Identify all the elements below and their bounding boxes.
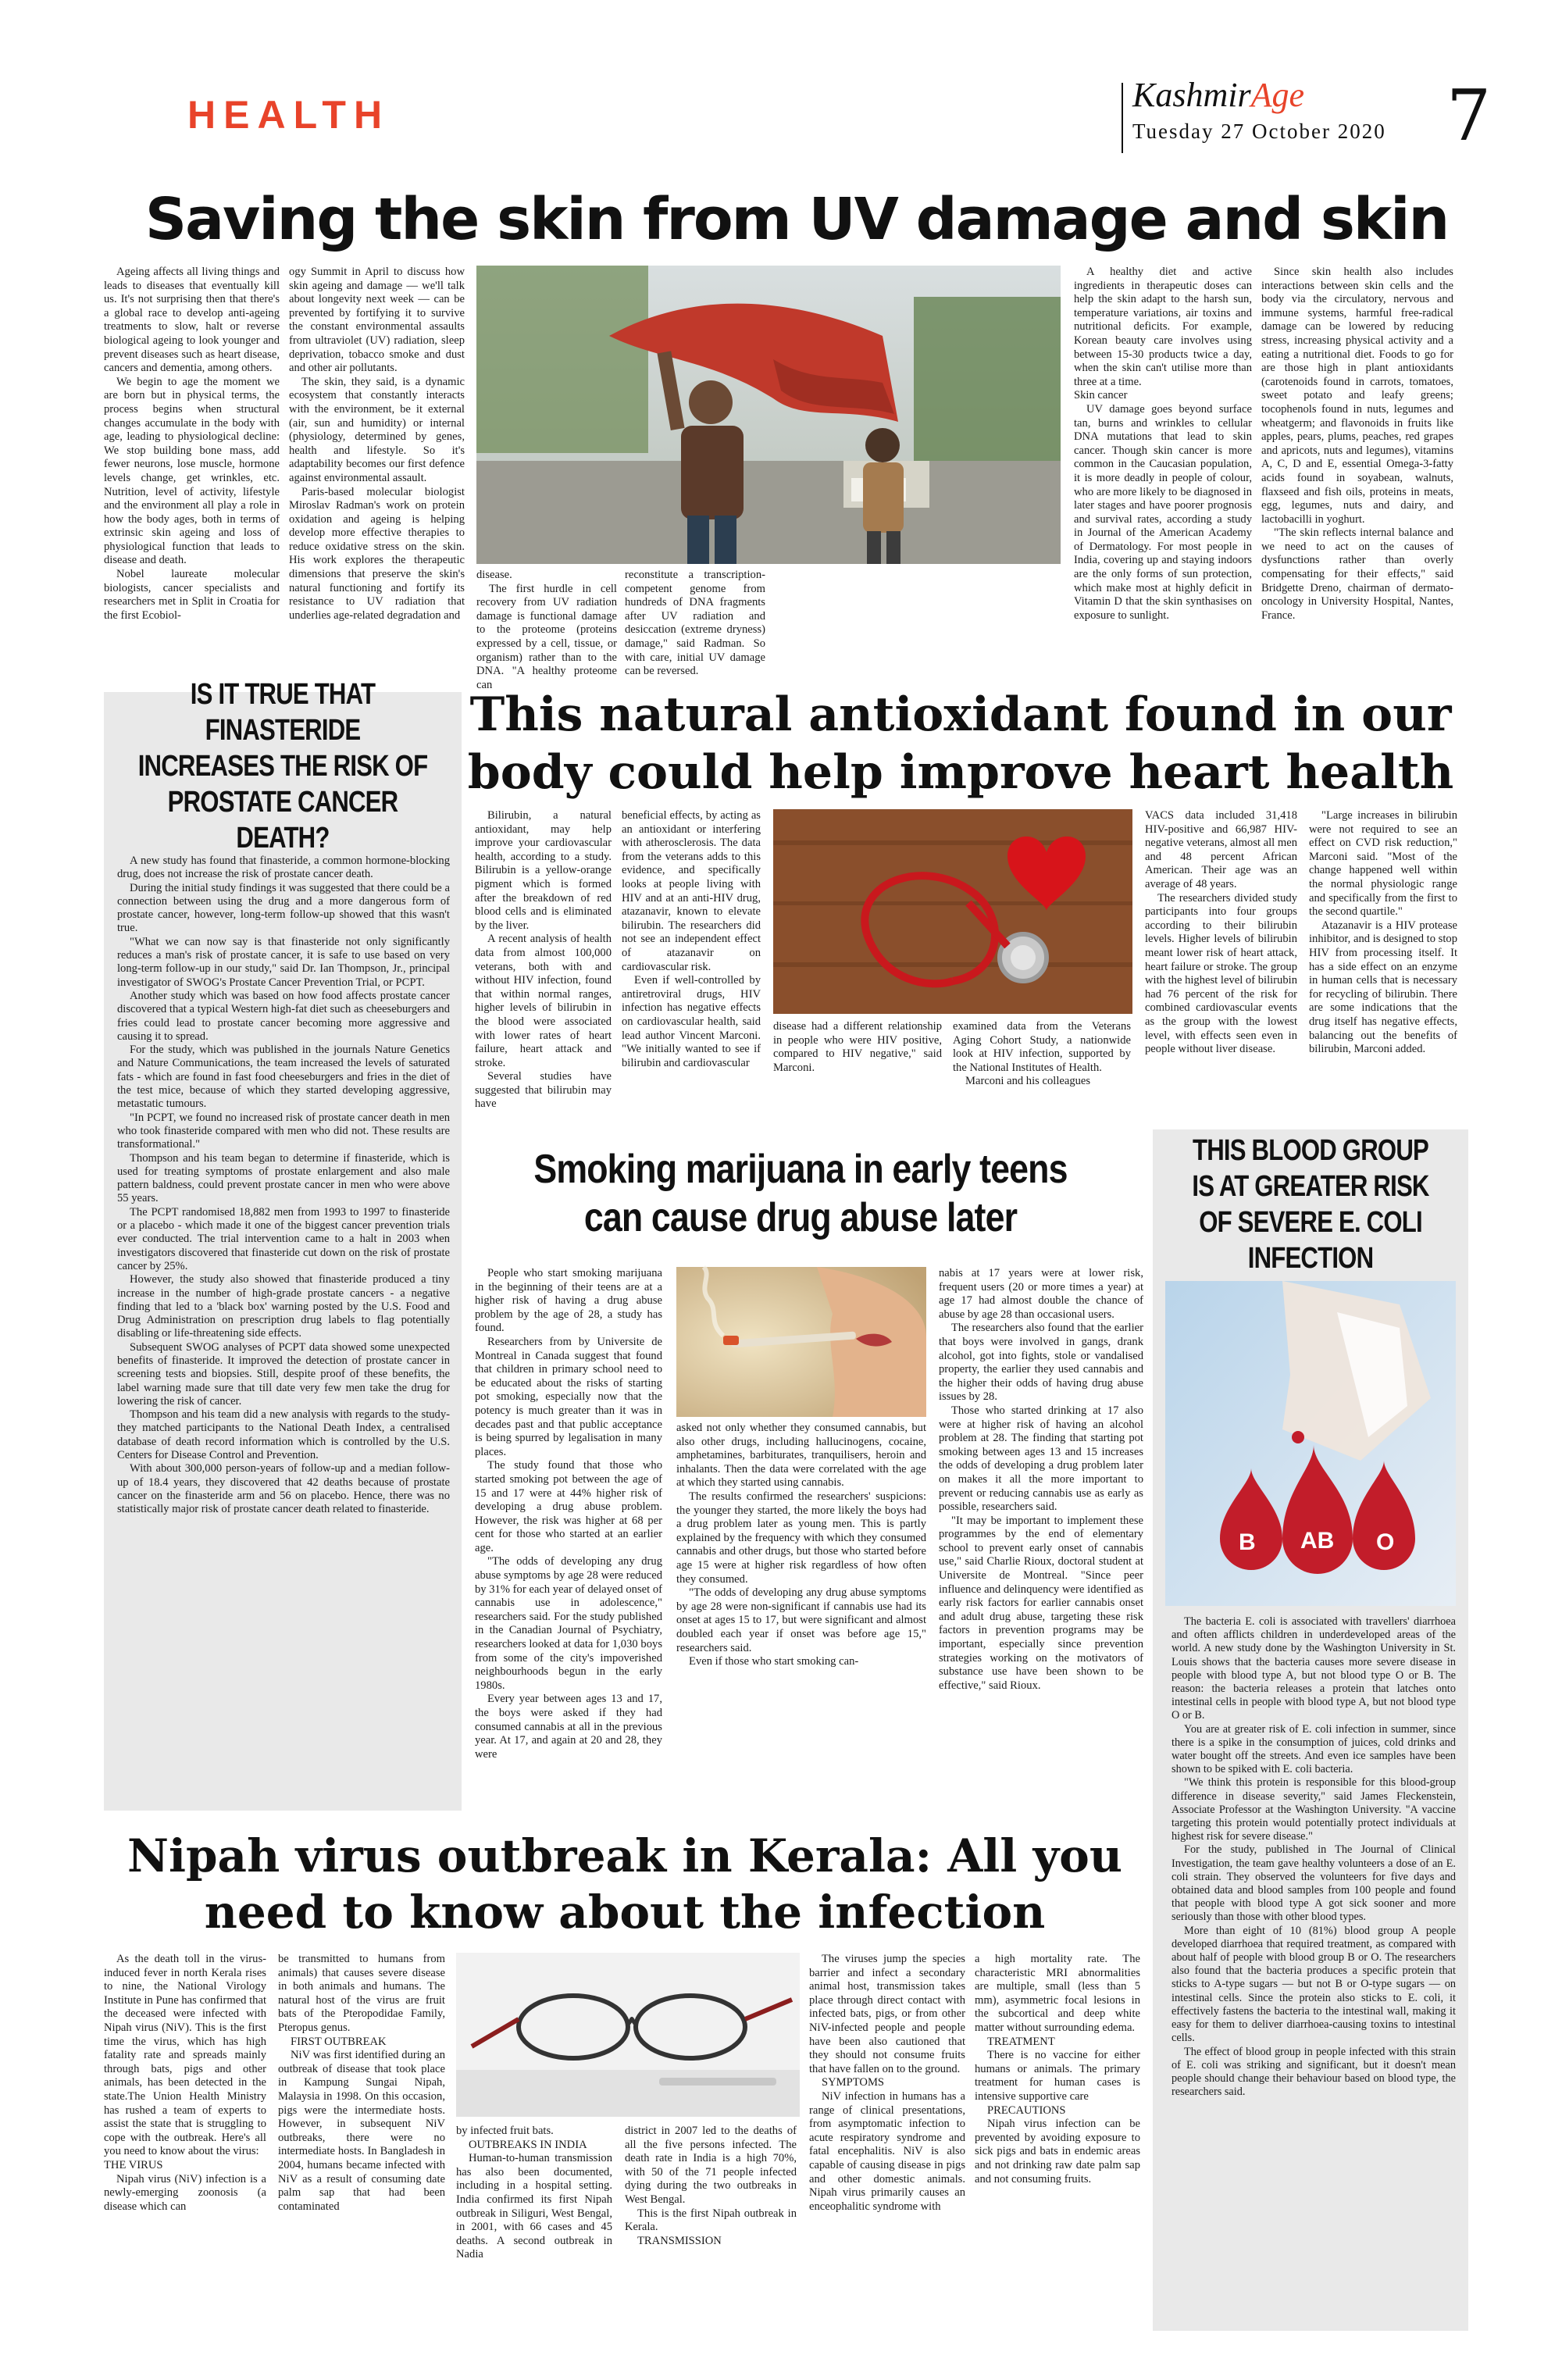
sidebar2-body: The bacteria E. coli is associated with travellers' diarrhoea and often afflicts children in underdeveloped areas of the world. A new study done by the Washington University in St. Louis shows that the bacteria causes more severe disease in people with blood type A, but not blood type O or B. The reason: the bacteria releases a protein that latches onto intestinal cells in people with blood type A, but not blood type O or B. You are at greater risk of E. coli infection in summer, since there is a spike in the consumption of juices, cold drinks and water bought off the streets. And even ice samples have been shown to be spiked with E. coli bacteria. "We think this protein is responsible for this blood-group difference in disease severity," said James Fleckenstein, Associate Professor at the Washington University. "A vaccine targeting this protein would potentially protect individuals at highest risk for severe disease." For the study, published in The Journal of Clinical Investigation, the team gave healthy volunteers a dose of an E. coli strain. They observed the volunteers for five days and obtained data and blood samples from 100 people and found that people with blood type A got sick sooner and more seriously than those with other blood types. More than eight of 10 (81%) blood group A people developed diarrhoea that required treatment, as compared with about half of people with blood group B or O. The researchers also found that the bacteria produces a specific protein that sticks to A-type sugars — but not B or O-type sugars — on intestinal cells. Since the protein also sticks to E. coli, it effectively fastens the bacteria to the intestinal wall, making it easy for them to deliver diarrhoea-causing toxins to intestinal cells. The effect of blood group in people infected with this strain of E. coli was striking and significant, but it doesn't mean people should change their behaviour based on blood type, the researchers said. [1172,1615,1456,2099]
masthead-divider [1122,83,1123,153]
story1-column-6: Since skin health also includes interactions between skin cells and the body via the circulatory, nervous and immune systems, harmful free-radical damage can be lowered by reducing stress, increasing physical activity and a eating a nutritional diet. Foods to go for are those high in plant antioxidants (carotenoids found in carrots, tomatoes, sweet potato and leafy greens; tocophenols found in nuts, legumes and wheatgerm; and flavonoids in fruits like apples, pears, plums, peaches, red grapes and apricots, nuts and legumes), vitamins A, C, D and E, essential Omega-3-fatty acids found in soyabean, walnuts, flaxseed and fish oils, proteins in meats, egg, legumes, nuts and dairy, and lactobacilli in yoghurt. "The skin reflects internal balance and we need to act on the causes of dysfunctions rather than overly compensating for their effects," said Bridgette Dreno, chairman of dermato-oncology in University Hospital, Nantes, France. [1261,266,1453,622]
story4-column-3: by infected fruit bats. OUTBREAKS IN INDIA Human-to-human transmission has also been documented, including in a hospital setting. India confirmed its first Nipah outbreak in Siliguri, West Bengal, in 2001, with 66 cases and 45 deaths. A second outbreak in Nadia [456,2125,612,2261]
sidebar2-headline: THIS BLOOD GROUP IS AT GREATER RISK OF SEVERE E. COLI INFECTION [1192,1134,1429,1275]
story4-column-5: The viruses jump the species barrier and infect a secondary animal host, transmission takes place through direct contact with infected bats, pigs, or from other NiV-infected people and people have been also cautioned that they should not consume fruits that have fallen on to the ground. SYMPTOMS NiV infection in humans has a range of clinical presentations, from asymptomatic infection to acute respiratory syndrome and fatal encephalitis. NiV is also capable of causing disease in pigs and other domestic animals. Nipah virus primarily causes an enceophalitic syndrome with [809,1953,965,2213]
story1-column-5: A healthy diet and active ingredients in therapeutic doses can help the skin adapt to the harsh sun, temperature variations, air toxins and nutritional deficits. For example, Korean beauty care involves using between 15-30 products twice a day, when the skin can't utilise more than three at a time. Skin cancer UV damage goes beyond surface tan, burns and wrinkles to cellular DNA mutations that lead to skin cancer. Though skin cancer is more common in the Caucasian population, it is more deadly in people of colour, who are more likely to be diagnosed in later stages and have poorer prognosis and survival rates, according a study in Journal of the American Academy of Dermatology. For most people in India, covering up and staying indoors are the only forms of sun protection, which make most at highly deficit in Vitamin D that the skin synthasises on exposure to sunlight. [1074,266,1252,622]
section-label: HEALTH [187,93,390,137]
blood-label-ab: AB [1300,1528,1335,1554]
story1-headline: Saving the skin from UV damage and skin [144,186,1449,253]
sidebar2-photo [1165,1281,1456,1606]
heart-stethoscope-illustration [773,809,1132,1014]
blood-label-o: O [1376,1529,1395,1555]
blood-label-b: B [1239,1529,1256,1555]
story4-photo [456,1953,800,2117]
story4-column-6: a high mortality rate. The characteristic MRI abnormalities are multiple, small (less than 5 mm), asymmetric focal lesions in the subcortical and deep white matter without surrounding edema. TREATMENT There is no vaccine for either humans or animals. The primary treatment for human cases is intensive supportive care PRECAUTIONS Nipah virus infection can be prevented by avoiding exposure to sick pigs and bats in endemic areas and not drinking raw date palm sap and not consuming fruits. [975,1953,1140,2186]
story1-column-2: ogy Summit in April to discuss how skin ageing and damage — we'll talk about longevity next week — can be prevented by fortifying it to survive the constant environmental assaults from ultraviolet (UV) radiation, sleep deprivation, tobacco smoke and dust and other air pollutants. The skin, they said, is a dynamic ecosystem that constantly interacts with the environment, be it external (air, sun and humidity) or internal (physiology, determined by genes, health and lifestyle. So it's adaptability becomes our first defence against environmental assault. Paris-based molecular biologist Miroslav Radman's work on protein oxidation and ageing is helping develop more effective therapies to reduce oxidative stress on the skin. His work explores the therapeutic dimensions that preserve the skin's natural functioning and fortify its resistance to UV radiation that underlies age-related degradation and [289,266,465,622]
story1-photo [476,266,1061,564]
story4-headline: Nipah virus outbreak in Kerala: All you need to know about the infection [127,1829,1123,1939]
brand-block [1132,75,1386,144]
story2-column-3: disease had a different relationship in people who were HIV positive, compared to HIV negative," said Marconi. [773,1020,942,1074]
story2-photo [773,809,1132,1014]
story2-column-5: VACS data included 31,418 HIV-positive and 66,987 HIV-negative veterans, almost all men and 48 percent African American. Their age was an average of 48 years. The researchers divided study participants into four groups according to their bilirubin levels. Higher levels of bilirubin meant lower risk of heart attack, heart failure or stroke. The group with the highest level of bilirubin had 76 percent of the risk for combined cardiovascular events as the group with the lowest level, with effects seen even in people without liver disease. [1145,809,1297,1056]
sidebar1-headline: IS IT TRUE THAT FINASTERIDE INCREASES THE RISK OF PROSTATE CANCER DEATH? [137,678,428,855]
sidebar1-body: A new study has found that finasteride, a common hormone-blocking drug, does not increase the risk of prostate cancer death. During the initial study findings it was suggested that there could be a connection between using the drug and a more dangerous form of prostate cancer, however, long-term follow-up showed that this wasn't true. "What we can now say is that finasteride not only significantly reduces a man's risk of prostate cancer, it is safe to use based on very long-term follow-up in our study," said Dr. Ian Thompson, Jr., principal investigator of SWOG's Prostate Cancer Prevention Trial, or PCPT. Another study which was based on how food affects prostate cancer discovered that a typical Western high-fat diet such as cheeseburgers and fries could lead to prostate cancer becoming more aggressive and causing it to spread. For the study, which was published in the journals Nature Genetics and Nature Communications, the team increased the levels of saturated fats - which are found in fast food cheeseburgers and fries in the diet of the test mice, because of which they started developing aggressive, metastatic tumours. "In PCPT, we found no increased risk of prostate cancer death in men who took finasteride compared with men who did not. These results are transformational." Thompson and his team began to determine if finasteride, which is used for treating symptoms of prostate enlargement and also male pattern baldness, could prevent prostate cancer in men who were above 55 years. The PCPT randomised 18,882 men from 1993 to 1997 to finasteride or a placebo - which made it one of the biggest cancer prevention trials ever conducted. The trial intervention came to a halt in 2003 when investigators discovered that finasteride cut down on the risk of prostate cancer by 25%. However, the study also showed that finasteride produced a tiny increase in the number of high-grade prostate cancers - a negative finding that led to a 'black box' warning posted by the U.S. Food and Drug Administration on prescription drug labels to flag potentially disabling or life-threatening side effects. Subsequent SWOG analyses of PCPT data showed some unexpected benefits of finasteride. It improved the detection of prostate cancer in screening tests and biopsies. Still, despite proof of these benefits, the label warning made sure that till date very few men take the drug for lowering the risk of cancer. Thompson and his team did a new analysis with regards to the study- they matched participants to the National Death Index, a centralised database of death record information which is controlled by the U.S. Centers for Disease Control and Prevention. With about 300,000 person-years of follow-up and a median follow-up of 18.4 years, they discovered that 42 deaths because of prostate cancer on the finasteride arm and 56 on placebo. Hence, there was no statistically major risk of prostate cancer death related to finasteride. [117,855,450,1516]
brand-logo: KashmirAge [1132,76,1304,114]
story1-column-4: reconstitute a transcription-competent genome from hundreds of DNA fragments after UV radiation and desiccation (extreme dryness) damage," said Radman. So with care, initial UV damage can be reversed. [625,569,765,678]
story4-column-4: district in 2007 led to the deaths of all the five persons infected. The death rate in India is a high 70%, with 50 of the 71 people infected dying during the two outbreaks in West Bengal. This is the first Nipah outbreak in Kerala. TRANSMISSION [625,2125,797,2247]
story1-column-3: disease. The first hurdle in cell recovery from UV radiation damage is functional damage to the proteome (proteins expressed by a cell, tissue, or organism) rather than to the DNA. "A healthy proteome can [476,569,617,691]
story3-column-3: nabis at 17 years were at lower risk, frequent users (20 or more times a year) at age 17 had almost double the chance of abuse by age 28 than occasional users. The researchers also found that the earlier that boys were involved in gangs, drank alcohol, got into fights, stole or vandalised property, the earlier they used cannabis and the higher their odds of having drug abuse issues by 28. Those who started drinking at 17 also were at higher risk of having an alcohol problem at 28. The finding that starting pot smoking between ages 13 and 15 increases the odds of developing a drug problem later on makes it all the more important to prevent or reducing cannabis use as early as possible, researchers said. "It may be important to implement these programmes by the end of elementary school to prevent early onset of cannabis use," said Charlie Rioux, doctoral student at Universite de Montreal. "Since peer influence and delinquency were identified as early risk factors for earlier cannabis onset and adult drug abuse, targeting these risk factors in prevention programs may be important, especially since prevention strategies working on the motivators of substance use have been shown to be effective," said Rioux. [939,1267,1143,1692]
men-sun-cloth-illustration [476,266,1061,564]
story4-column-1: As the death toll in the virus-induced fever in north Kerala rises to nine, the National Virology Institute in Pune has confirmed that the deceased were infected with Nipah virus (NiV). This is the first time the virus, which has high fatality rate and spreads mainly through bats, pigs and other animals, has been detected in the state.The Union Health Ministry has rushed a team of experts to assist the state that is struggling to cope with the outbreak. Here's all you need to know about the virus: THE VIRUS Nipah virus (NiV) infection is a newly-emerging zoonosis (a disease which can [104,1953,266,2213]
story4-column-2: be transmitted to humans from animals) that causes severe disease in both animals and humans. The natural host of the virus are fruit bats of the Pteropodidae Family, Pteropus genus. FIRST OUTBREAK NiV was first identified during an outbreak of disease that took place in Kampung Sungai Nipah, Malaysia in 1998. On this occasion, pigs were the intermediate hosts. However, in subsequent NiV outbreaks, there were no intermediate hosts. In Bangladesh in 2004, humans became infected with NiV as a result of consuming date palm sap that had been contaminated [278,1953,445,2213]
story3-headline: Smoking marijuana in early teens can cause drug abuse later [533,1147,1068,1240]
story1-column-1: Ageing affects all living things and leads to diseases that eventually kill us. It's not surprising then that there's a global race to develop anti-ageing treatments to slow, halt or reverse biological ageing to look younger and prevent diseases such as heart disease, cancers and dementia, among others. We begin to age the moment we are born but in physical terms, the process begins when structural changes accumulate in the body with age, leading to physiological decline: We stop building bone mass, add fewer neurons, lose muscle, hormone levels change, get wrinkles, etc. Nutrition, level of activity, lifestyle and the environment all play a role in how the body ages, both in terms of extrinsic skin ageing and loss of physiological function that leads to disease and death. Nobel laureate molecular biologists, cancer specialists and researchers met in Split in Croatia for the first Ecobiol- [104,266,280,622]
blood-drops-illustration [1165,1281,1456,1606]
story2-column-1: Bilirubin, a natural antioxidant, may help improve your cardiovascular health, according to a study. Bilirubin is a yellow-orange pigment which is formed after the breakdown of red blood cells and is eliminated by the liver. A recent analysis of health data from almost 100,000 veterans, both with and without HIV infection, found that within normal ranges, higher levels of bilirubin in the blood were associated with lower rates of heart failure, heart attack and stroke. Several studies have suggested that bilirubin may have [475,809,612,1111]
story3-photo [676,1267,926,1417]
story3-column-1: People who start smoking marijuana in the beginning of their teens are at a higher risk of having a drug abuse problem by the age of 28, a study has found. Researchers from by Universite de Montreal in Canada suggest that found that children in primary school need to be educated about the risks of starting pot smoking, especially now that the potency is much greater than it was in decades past and that public acceptance is being spurred by legalisation in many places. The study found that those who started smoking pot between the age of 15 and 17 were at 44% higher risk of developing a drug abuse problem. However, the risk was higher at 68 per cent for those who started at an earlier age. "The odds of developing any drug abuse symptoms by age 28 were reduced by 31% for each year of delayed onset of cannabis use in adolescence," researchers said. For the study published in the Canadian Journal of Psychiatry, researchers looked at data for 1,030 boys from some of the city's impoverished neighbourhoods begun in the early 1980s. Every year between ages 13 and 17, the boys were asked if they had consumed cannabis at all in the previous year. At 17, and again at 20 and 28, they were [475,1267,662,1761]
smoking-illustration [676,1267,926,1417]
story2-column-2: beneficial effects, by acting as an antioxidant or interfering with atherosclerosis. The data from the veterans adds to this evidence, and specifically looks at people living with HIV and at an anti-HIV drug, atazanavir, known to elevate bilirubin. The researchers did not see an independent effect of atazanavir on cardiovascular risk. Even if well-controlled by antiretroviral drugs, HIV infection has negative effects on cardiovascular health, said lead author Vincent Marconi. "We initially wanted to see if bilirubin and cardiovascular [622,809,761,1069]
story2-column-6: "Large increases in bilirubin were not required to see an effect on CVD risk reduction," Marconi said. "Most of the change happened well within the normal physiologic range and specifically from the first to the second quartile." Atazanavir is a HIV protease inhibitor, and is designed to stop HIV from processing itself. It has a side effect on an enzyme in human cells that is necessary for recycling of bilirubin. There are some indications that the drug itself has negative effects, balancing out the benefits of bilirubin, Marconi added. [1309,809,1457,1056]
story2-column-4: examined data from the Veterans Aging Cohort Study, a nationwide look at HIV infection, supported by the National Institutes of Health. Marconi and his colleagues [953,1020,1131,1088]
story2-headline: This natural antioxidant found in our body could help improve heart health [467,687,1454,800]
story3-column-2: asked not only whether they consumed cannabis, but also other drugs, including hallucinogens, cocaine, amphetamines, barbiturates, tranquilisers, heroin and inhalants. Then the data were correlated with the age at which they started using cannabis. The results confirmed the researchers' suspicions: the younger they started, the more likely the boys had a drug problem later as young men. This is partly explained by the frequency with which they consumed cannabis and other drugs, but those who started before age 15 were at higher risk regardless of how often they consumed. "The odds of developing any drug abuse symptoms by age 28 were non-significant if cannabis use had its onset at ages 15 to 17, but were significant and almost doubled each year if onset was before age 15," researchers said. Even if those who start smoking can- [676,1422,926,1668]
glasses-illustration [456,1953,800,2117]
page-number: 7 [1446,75,1492,157]
issue-date: Tuesday 27 October 2020 [1132,120,1386,143]
